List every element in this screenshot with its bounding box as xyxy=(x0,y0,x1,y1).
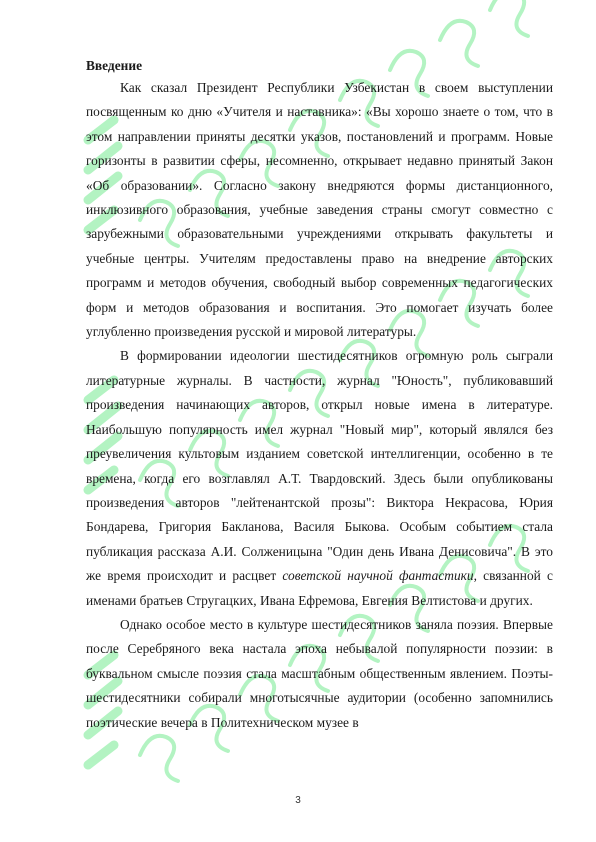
paragraphs xyxy=(86,76,553,735)
text-run: В формировании идеологии шестидесятников огромную роль сыграли литературные журналы. В частности, журнал "Юность", публиковавший произведения начинающих авторов, открыл новые имена в литературе. Наибольшую популярность имел журнал "Новый мир", который являлся без преувеличения культовым изданием советской интеллигенции, особенно в те времена, когда его возглавлял А.Т. Твардовский. Здесь были опубликованы произведения авторов "лейтенантской прозы": Виктора Некрасова, Юрия Бондарева, Григория Бакланова, Василя Быкова. Особым событием стала публикация рассказа А.И. Солженицына "Один день Ивана Денисовича". В это же время происходит и расцвет xyxy=(86,348,553,584)
paragraph-2 xyxy=(86,344,553,612)
document-body xyxy=(86,56,553,735)
paragraph-3 xyxy=(86,613,553,735)
text-run: , связанной с именами братьев Стругацких, Ивана Ефремова, Евгения Велтистова и других. xyxy=(86,568,553,608)
paragraph-1 xyxy=(86,76,553,344)
section-heading: Введение xyxy=(86,58,143,73)
text-run: Как сказал Президент Республики Узбекистан в своем выступлении посвященным ко дню «Учителя и наставника»: «Вы хорошо знаете о том, что в этом направлении приняты десятки указов, постановлений и программ. Новые горизонты в развитии сферы, несомненно, открывает недавно принятый Закон «Об образовании». Согласно закону внедряются формы дистанционного, инклюзивного образования, учебные заведения страны смогут совместно с зарубежными образовательными учреждениями открывать факультеты и учебные центры. Учителям предоставлены право на внедрение авторских программ и методов обучения, свободный выбор современных педагогических форм и методов образования и воспитания. Это помогает изучать более углубленно произведения русской и мировой литературы. xyxy=(86,80,553,340)
page-number: 3 xyxy=(295,795,301,806)
text-run: Однако особое место в культуре шестидесятников заняла поэзия. Впервые после Серебряного века настала эпоха небывалой популярности поэзии: в буквальном смысле поэзия стала масштабным общественным явлением. Поэты-шестидесятники собирали многотысячные аудитории (особенно запомнились поэтические вечера в Политехническом музее в xyxy=(86,616,553,730)
italic-phrase: советской научной фантастики xyxy=(282,568,474,584)
